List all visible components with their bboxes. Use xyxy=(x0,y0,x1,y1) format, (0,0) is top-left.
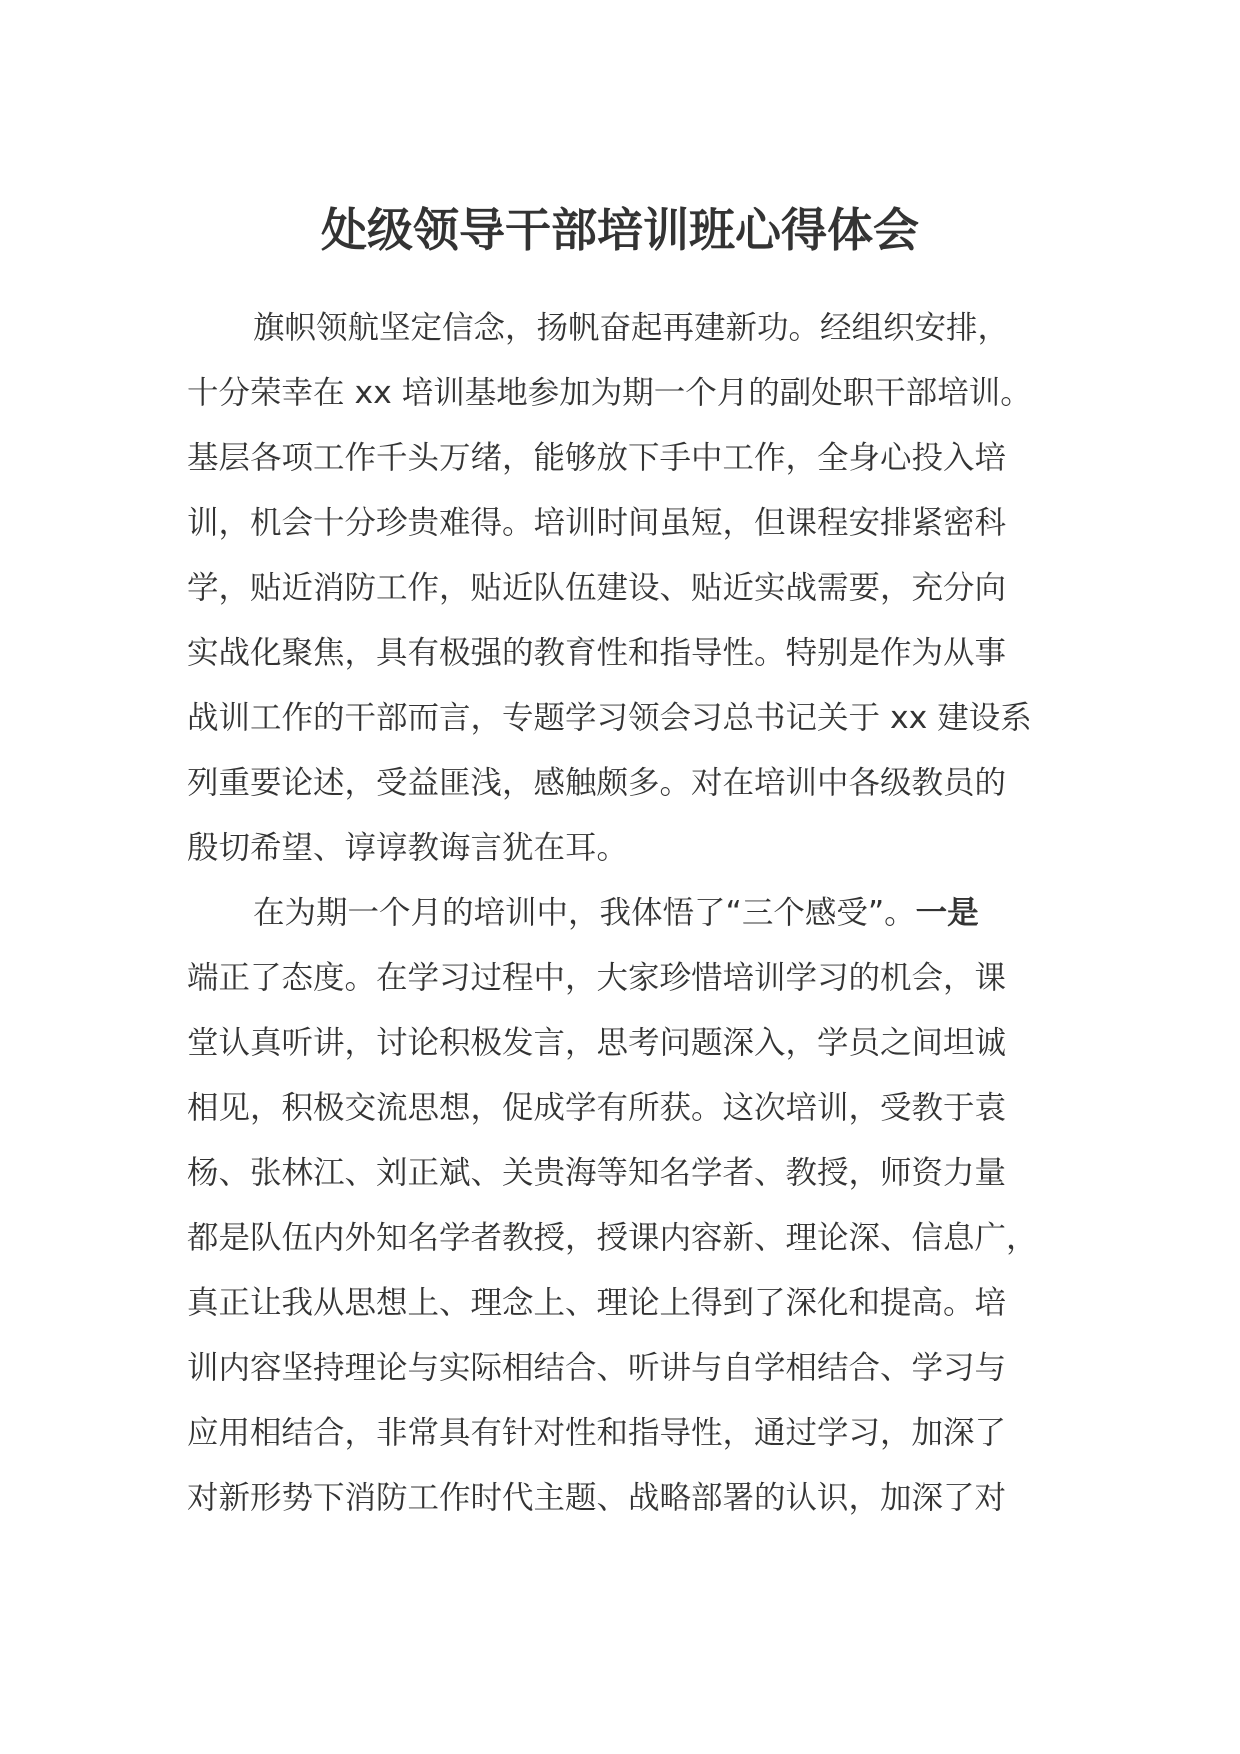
paragraph-line: 实战化聚焦，具有极强的教育性和指导性。特别是作为从事 xyxy=(187,635,1007,671)
paragraph-2 xyxy=(187,881,1057,1531)
paragraph-line: 战训工作的干部而言，专题学习领会习总书记关于 xx 建设系 xyxy=(187,700,1032,736)
paragraph-line: 十分荣幸在 xx 培训基地参加为期一个月的副处职干部培训。 xyxy=(187,375,1032,411)
emphasis-text: 一是 xyxy=(915,895,979,931)
paragraph-1 xyxy=(187,296,1057,881)
paragraph-line: 应用相结合，非常具有针对性和指导性，通过学习，加深了 xyxy=(187,1415,1007,1451)
paragraph-line: 学，贴近消防工作，贴近队伍建设、贴近实战需要，充分向 xyxy=(187,570,1007,606)
paragraph-line: 相见，积极交流思想，促成学有所获。这次培训，受教于袁 xyxy=(187,1090,1007,1126)
paragraph-line: 端正了态度。在学习过程中，大家珍惜培训学习的机会，课 xyxy=(187,960,1007,996)
paragraph-first-line xyxy=(187,881,1057,946)
paragraph-line: 都是队伍内外知名学者教授，授课内容新、理论深、信息广， xyxy=(187,1220,1038,1256)
paragraph-line: 旗帜领航坚定信念，扬帆奋起再建新功。经组织安排， xyxy=(253,310,1010,346)
document-body xyxy=(187,296,1057,1531)
paragraph-line: 列重要论述，受益匪浅，感触颇多。对在培训中各级教员的 xyxy=(187,765,1007,801)
paragraph-line: 杨、张林江、刘正斌、关贵海等知名学者、教授，师资力量 xyxy=(187,1155,1007,1191)
document-title: 处级领导干部培训班心得体会 xyxy=(321,203,919,257)
paragraph-text: 在为期一个月的培训中，我体悟了“三个感受”。 xyxy=(253,895,916,931)
paragraph-line: 真正让我从思想上、理念上、理论上得到了深化和提高。培 xyxy=(187,1285,1007,1321)
paragraph-line: 对新形势下消防工作时代主题、战略部署的认识，加深了对 xyxy=(187,1480,1007,1516)
paragraph-line: 训，机会十分珍贵难得。培训时间虽短，但课程安排紧密科 xyxy=(187,505,1007,541)
paragraph-line: 基层各项工作千头万绪，能够放下手中工作，全身心投入培 xyxy=(187,440,1007,476)
paragraph-line: 堂认真听讲，讨论积极发言，思考问题深入，学员之间坦诚 xyxy=(187,1025,1007,1061)
paragraph-line: 训内容坚持理论与实际相结合、听讲与自学相结合、学习与 xyxy=(187,1350,1007,1386)
paragraph-line: 殷切希望、谆谆教诲言犹在耳。 xyxy=(187,830,629,866)
